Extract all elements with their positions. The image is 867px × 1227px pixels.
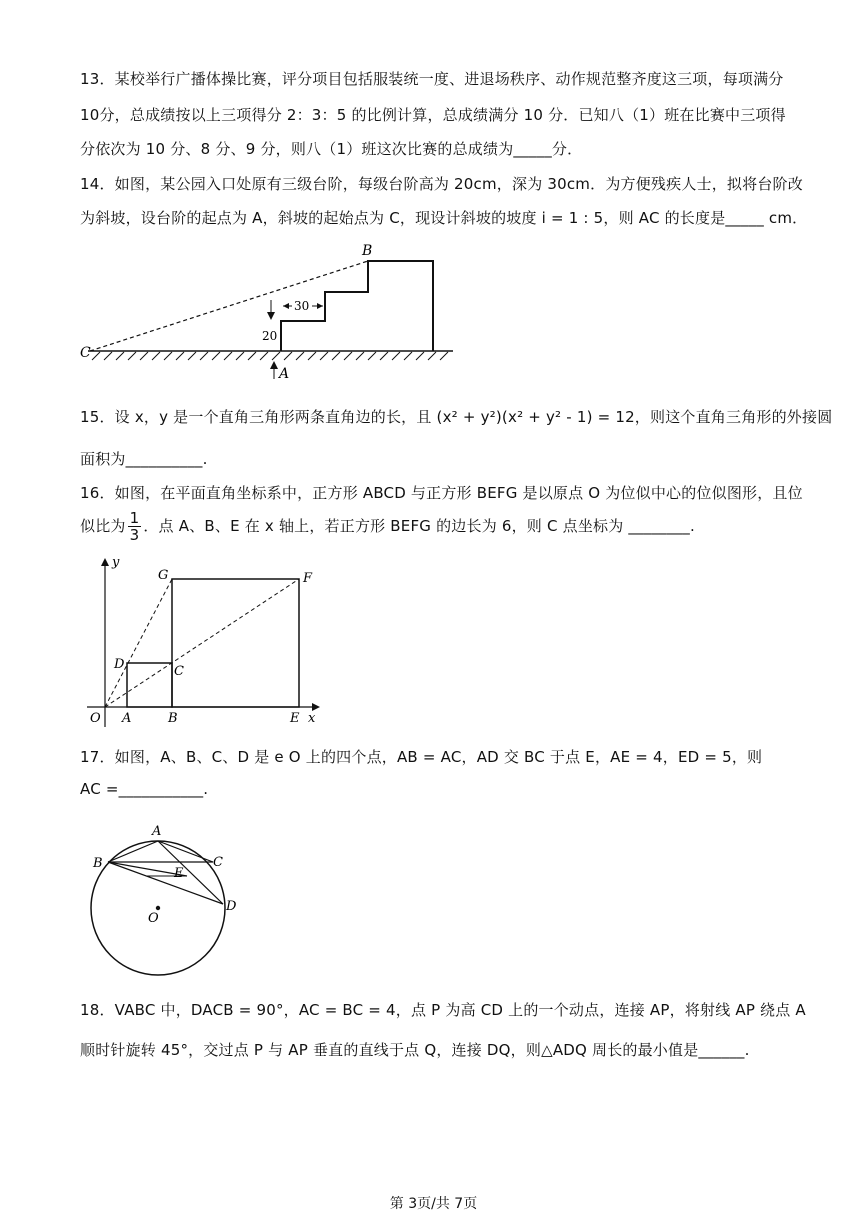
q14-label-C: C <box>80 345 91 361</box>
q16-label-A: A <box>122 711 132 726</box>
q14-label-height: 20 <box>262 329 278 343</box>
q14-label-B: B <box>362 243 373 259</box>
q16-line-2 <box>80 510 695 543</box>
q16-line-2-pre: 似比为 <box>80 517 126 535</box>
q16-fraction-denominator: 3 <box>129 526 140 544</box>
q16-label-B: B <box>168 711 178 726</box>
q17-label-O: O <box>148 911 159 926</box>
q14-line-1: 14．如图，某公园入口处原有三级台阶，每级台阶高为 20cm，深为 30cm．为方便残疾人士，拟将台阶改 <box>80 175 803 193</box>
q16-figure <box>82 552 327 732</box>
q13-line-1: 13．某校举行广播体操比赛，评分项目包括服装统一度、进退场秩序、动作规范整齐度这三项，每项满分 <box>80 70 784 88</box>
page-footer: 第 3页/共 7页 <box>389 1196 478 1212</box>
q16-label-G: G <box>158 568 169 583</box>
q17-label-C: C <box>213 855 223 870</box>
q17-line-1: 17．如图，A、B、C、D 是 e O 上的四个点，AB = AC，AD 交 BC 于点 E，AE = 4，ED = 5，则 <box>80 748 763 766</box>
q14-label-depth: 30 <box>294 299 310 313</box>
q16-label-D: D <box>114 657 125 672</box>
q15-line-1: 15．设 x，y 是一个直角三角形两条直角边的长，且 (x² + y²)(x² + y² - 1) = 12，则这个直角三角形的外接圆 <box>80 408 833 426</box>
q18-line-1: 18．VABC 中，DACB = 90°，AC = BC = 4，点 P 为高 CD 上的一个动点，连接 AP，将射线 AP 绕点 A <box>80 1001 806 1019</box>
q17-label-E: E <box>174 866 184 881</box>
q17-figure <box>88 820 248 980</box>
q18-line-2: 顺时针旋转 45°，交过点 P 与 AP 垂直的直线于点 Q，连接 DQ，则△ADQ 周长的最小值是______. <box>80 1041 750 1059</box>
q16-fraction-numerator: 1 <box>129 509 140 527</box>
q17-line-2: AC =___________. <box>80 780 209 798</box>
q16-label-y: y <box>112 555 120 570</box>
q14-line-2: 为斜坡，设台阶的起点为 A，斜坡的起始点为 C，现设计斜坡的坡度 i = 1 : 5，则 AC 的长度是_____ cm． <box>80 209 808 227</box>
q15-line-2: 面积为__________. <box>80 450 208 468</box>
q13-line-2: 10分，总成绩按以上三项得分 2：3：5 的比例计算，总成绩满分 10 分．已知八（1）班在比赛中三项得 <box>80 106 786 124</box>
q16-label-C: C <box>174 664 184 679</box>
q16-line-1: 16．如图，在平面直角坐标系中，正方形 ABCD 与正方形 BEFG 是以原点 O 为位似中心的位似图形，且位 <box>80 484 803 502</box>
q16-label-O: O <box>90 711 101 726</box>
q17-label-A: A <box>152 824 162 839</box>
q17-label-B: B <box>93 856 103 871</box>
q16-line-2-post: ．点 A、B、E 在 x 轴上，若正方形 BEFG 的边长为 6，则 C 点坐标为 ________. <box>143 517 695 535</box>
q16-ratio-fraction <box>128 510 142 543</box>
q16-label-E: E <box>290 711 300 726</box>
q16-label-F: F <box>303 571 313 586</box>
q16-label-x: x <box>308 711 316 726</box>
q14-figure <box>78 240 468 385</box>
q13-line-3: 分依次为 10 分、8 分、9 分，则八（1）班这次比赛的总成绩为_____分． <box>80 140 583 158</box>
q17-label-D: D <box>226 899 237 914</box>
q14-label-A: A <box>279 366 290 382</box>
